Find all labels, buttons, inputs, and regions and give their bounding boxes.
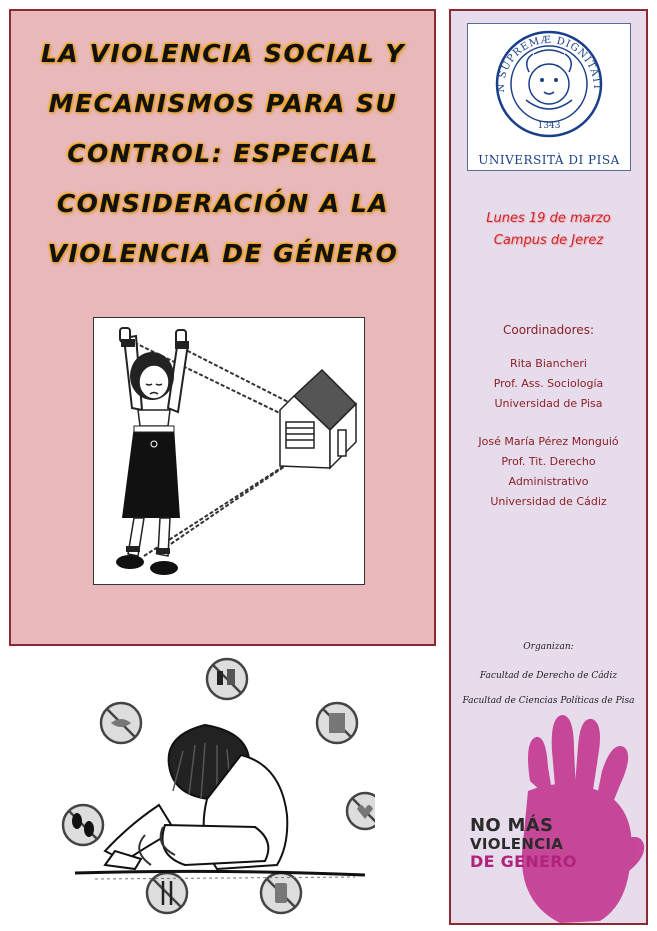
organizers-heading: Organizan:: [523, 642, 574, 652]
slogan-line: DE GENERO: [470, 852, 577, 871]
organizer-item: Facultad de Ciencias Políticas de Pisa: [462, 696, 635, 706]
no-violence-slogan: [470, 817, 620, 871]
prohibited-objects-icon: [207, 659, 247, 699]
event-place: Campus de Jerez: [493, 233, 604, 248]
coordinator-2: [451, 432, 646, 512]
coordinator-role: Administrativo: [508, 475, 589, 488]
prohibited-lips-icon: [101, 703, 141, 743]
university-logo: [467, 23, 631, 171]
prohibited-phone-icon: [261, 873, 301, 913]
prohibited-utensils-icon: [147, 873, 187, 913]
event-date: Lunes 19 de marzo: [486, 211, 611, 226]
coordinator-1: [451, 354, 646, 414]
crouching-figure: [105, 725, 287, 869]
coordinator-name: Rita Biancheri: [510, 357, 587, 370]
coordinators-heading: Coordinadores:: [502, 323, 594, 337]
slogan-line: NO MÁS: [470, 815, 554, 836]
coordinator-institution: Universidad de Pisa: [494, 397, 603, 410]
title-line: CONSIDERACIÓN A LA: [56, 189, 390, 218]
organizer-item: Facultad de Derecho de Cádiz: [479, 671, 618, 681]
slogan-line: VIOLENCIA: [470, 835, 564, 853]
distressed-figure-illustration: [55, 655, 375, 927]
event-details: [451, 208, 646, 252]
title-line: VIOLENCIA DE GÉNERO: [47, 239, 399, 268]
coordinator-role: Prof. Ass. Sociología: [493, 377, 604, 390]
title-line: MECANISMOS PARA SU: [48, 89, 398, 118]
info-panel: [449, 9, 648, 925]
university-name: UNIVERSITÀ DI PISA: [478, 153, 620, 167]
poster-title: [23, 29, 423, 279]
coordinator-name: José María Pérez Monguió: [478, 435, 619, 448]
title-line: CONTROL: ESPECIAL: [67, 139, 379, 168]
prohibited-book-icon: [317, 703, 357, 743]
seal-text: N SUPREMÆ DIGNITATI: [495, 34, 603, 93]
coordinator-role: Prof. Tit. Derecho: [501, 455, 596, 468]
title-panel: [9, 9, 436, 646]
coordinator-institution: Universidad de Cádiz: [490, 495, 607, 508]
seal-year: 1343: [537, 121, 561, 131]
prohibited-heart-icon: [347, 793, 375, 829]
prohibited-feet-icon: [63, 805, 103, 845]
university-seal-icon: [468, 24, 630, 146]
chained-woman-illustration: [93, 317, 365, 585]
title-line: LA VIOLENCIA SOCIAL Y: [40, 39, 405, 68]
